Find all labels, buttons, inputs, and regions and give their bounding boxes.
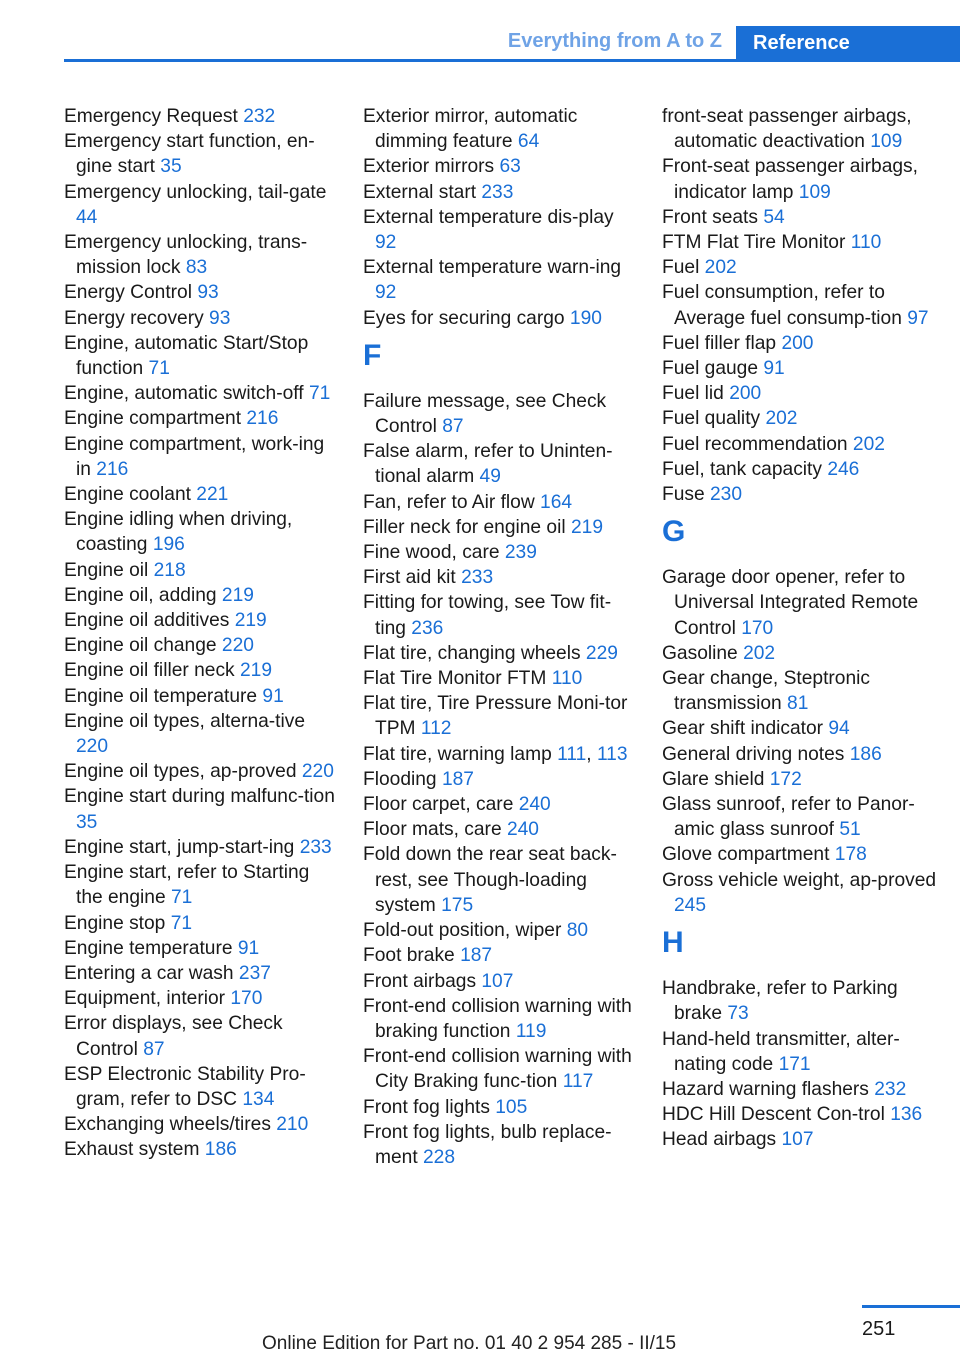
index-entry xyxy=(662,482,942,507)
page-link[interactable]: 71 xyxy=(148,358,170,380)
page-link[interactable]: 228 xyxy=(423,1146,456,1168)
page-link[interactable]: 87 xyxy=(143,1038,165,1060)
page-link[interactable]: 190 xyxy=(569,307,602,329)
page-link[interactable]: 202 xyxy=(852,433,885,455)
page-link[interactable]: 92 xyxy=(375,282,397,304)
index-entry-text: Fuel consumption, refer to Average fuel consump‐tion xyxy=(662,282,902,329)
index-entry-text: Engine oil types, ap‐proved xyxy=(64,761,297,783)
index-entry-text: Fuel quality xyxy=(662,408,761,430)
index-entry xyxy=(662,565,942,641)
index-entry-text: Engine, automatic Start/Stop function xyxy=(64,332,309,380)
index-entry-text: Garage door opener, refer to Universal Integrated Remote Control xyxy=(662,567,919,639)
page-link[interactable]: 44 xyxy=(76,206,98,228)
page-link[interactable]: 93 xyxy=(197,282,219,304)
index-entry xyxy=(662,255,942,280)
page-link[interactable]: 111 xyxy=(557,743,587,765)
page-link[interactable]: 202 xyxy=(765,408,798,430)
index-column-3 xyxy=(662,104,942,1153)
index-column-1 xyxy=(64,104,336,1163)
page-number: 251 xyxy=(862,1318,896,1340)
page-link[interactable]: 164 xyxy=(540,491,573,513)
page-link[interactable]: 109 xyxy=(870,131,903,153)
index-entry-text: Exchanging wheels/tires xyxy=(64,1114,271,1136)
index-entry-text: Engine oil types, alterna‐tive xyxy=(64,710,306,732)
index-entry xyxy=(64,381,336,406)
index-entry-text: Front-end collision warning with City Braking func‐tion xyxy=(363,1046,632,1093)
index-entry-text: Energy Control xyxy=(64,282,192,304)
index-entry xyxy=(64,1137,336,1162)
index-entry-text: Emergency Request xyxy=(64,106,238,127)
page-link[interactable]: 91 xyxy=(262,685,284,707)
index-entry-text: Entering a car wash xyxy=(64,962,234,984)
index-entry-text: Gear shift indicator xyxy=(662,718,824,740)
index-entry xyxy=(363,842,635,918)
page-link[interactable]: 93 xyxy=(209,307,231,329)
index-entry-text: Fuel, tank capacity xyxy=(662,458,822,480)
index-entry-text: Error displays, see Check Control xyxy=(64,1013,283,1060)
index-entry-text: Flat Tire Monitor FTM xyxy=(363,668,547,690)
index-entry xyxy=(363,1095,635,1120)
index-entry xyxy=(64,1112,336,1137)
index-entry xyxy=(64,180,336,230)
index-entry-text: Engine oil filler neck xyxy=(64,660,235,682)
index-entry xyxy=(662,381,942,406)
index-entry-text: Front-end collision warning with braking function xyxy=(363,995,632,1042)
index-entry xyxy=(662,331,942,356)
index-entry-text: Hand-held transmitter, alter‐nating code xyxy=(662,1028,900,1075)
page-link[interactable]: 187 xyxy=(441,768,474,790)
page-link[interactable]: 219 xyxy=(221,584,254,606)
index-entry xyxy=(662,842,942,867)
reference-tab: Reference xyxy=(736,26,960,62)
index-entry-text: Fold down the rear seat back‐rest, see Though-loading system xyxy=(363,844,617,916)
index-entry xyxy=(662,1127,942,1152)
page-link[interactable]: 73 xyxy=(727,1003,749,1025)
index-entry-text: Floor mats, care xyxy=(363,819,502,841)
page-link[interactable]: 233 xyxy=(299,836,332,858)
page-link[interactable]: 109 xyxy=(798,181,831,203)
page-link[interactable]: 237 xyxy=(238,962,271,984)
index-entry xyxy=(363,994,635,1044)
index-entry-text: Engine compartment xyxy=(64,408,242,430)
index-entry xyxy=(363,767,635,792)
index-entry xyxy=(64,784,336,834)
index-entry-text: Engine, automatic switch-off xyxy=(64,383,304,405)
index-entry-text: Flat tire, Tire Pressure Moni‐tor TPM xyxy=(363,693,628,740)
index-entry xyxy=(64,507,336,557)
index-entry-text: Gear change, Steptronic transmission xyxy=(662,668,870,715)
page-link[interactable]: 240 xyxy=(518,794,551,816)
page-link[interactable]: 239 xyxy=(504,542,537,564)
page-link[interactable]: 186 xyxy=(204,1139,237,1161)
index-entry xyxy=(64,104,336,129)
page-link[interactable]: 110 xyxy=(551,668,583,690)
index-entry xyxy=(363,389,635,439)
index-entry xyxy=(64,911,336,936)
page-link[interactable]: 220 xyxy=(301,761,334,783)
page-link[interactable]: 196 xyxy=(152,534,185,556)
index-entry-text: Fuel filler flap xyxy=(662,332,777,354)
index-letter-heading: H xyxy=(662,926,684,960)
index-entry-text: Exterior mirrors xyxy=(363,156,495,178)
page-link[interactable]: 87 xyxy=(442,416,464,438)
index-entry xyxy=(662,154,942,204)
page-link[interactable]: 170 xyxy=(741,617,774,639)
index-entry xyxy=(363,255,635,305)
page-link[interactable]: 97 xyxy=(907,307,929,329)
index-entry-text: Engine coolant xyxy=(64,484,191,506)
page-link[interactable]: 200 xyxy=(781,332,814,354)
index-entry xyxy=(64,961,336,986)
index-entry-text: Fitting for towing, see Tow fit‐ting xyxy=(363,592,612,639)
index-entry-text: Emergency unlocking, tail‐gate xyxy=(64,181,327,203)
index-entry-text: HDC Hill Descent Con‐trol xyxy=(662,1104,885,1126)
page-link[interactable]: 233 xyxy=(461,567,494,589)
index-entry xyxy=(662,205,942,230)
page-link[interactable]: 246 xyxy=(827,458,860,480)
index-entry-text: False alarm, refer to Uninten‐tional alarm xyxy=(363,441,613,488)
index-entry-text: Engine idling when driving, coasting xyxy=(64,509,293,556)
index-entry-text: Failure message, see Check Control xyxy=(363,390,607,438)
page-link[interactable]: 240 xyxy=(506,819,539,841)
index-entry xyxy=(64,558,336,583)
index-entry xyxy=(662,104,942,154)
index-entry xyxy=(363,515,635,540)
index-entry-text: Fan, refer to Air flow xyxy=(363,491,535,513)
page-link[interactable]: 221 xyxy=(196,484,229,506)
index-entry-text: Fuel gauge xyxy=(662,358,759,380)
page-link[interactable]: 175 xyxy=(441,894,474,916)
page-link[interactable]: 219 xyxy=(570,516,603,538)
index-entry xyxy=(662,230,942,255)
index-entry xyxy=(64,608,336,633)
index-entry xyxy=(363,104,635,154)
index-entry xyxy=(64,331,336,381)
index-entry xyxy=(363,154,635,179)
index-entry xyxy=(363,590,635,640)
index-entry-text: Engine start, jump-start‐ing xyxy=(64,836,295,858)
page-link[interactable]: 35 xyxy=(160,156,182,178)
index-entry-text: Glare shield xyxy=(662,768,765,790)
page-link[interactable]: 187 xyxy=(460,945,493,967)
index-entry xyxy=(662,666,942,716)
index-entry xyxy=(64,280,336,305)
index-entry xyxy=(662,356,942,381)
index-entry xyxy=(363,180,635,205)
index-entry xyxy=(363,691,635,741)
index-entry xyxy=(363,1120,635,1170)
index-entry-text: Emergency unlocking, trans‐mission lock xyxy=(64,232,308,279)
page-link[interactable]: 91 xyxy=(763,358,785,380)
index-entry xyxy=(363,306,635,331)
index-entry-text: Engine oil change xyxy=(64,635,217,657)
index-entry xyxy=(64,1062,336,1112)
index-entry xyxy=(662,976,942,1026)
index-entry xyxy=(64,1011,336,1061)
index-entry-text: Filler neck for engine oil xyxy=(363,516,566,538)
index-entry xyxy=(64,986,336,1011)
page-link[interactable]: 112 xyxy=(420,718,452,740)
index-entry xyxy=(662,432,942,457)
index-entry-text: Gross vehicle weight, ap‐proved xyxy=(662,869,937,891)
index-entry-text: General driving notes xyxy=(662,743,845,765)
index-entry-text: Front fog lights, bulb replace‐ment xyxy=(363,1121,612,1168)
index-entry xyxy=(363,792,635,817)
index-entry-text: External temperature dis‐play xyxy=(363,206,614,228)
index-entry-text: Engine oil xyxy=(64,559,149,581)
index-entry-text: Energy recovery xyxy=(64,307,204,329)
page-link[interactable]: 83 xyxy=(185,257,208,279)
index-entry xyxy=(363,490,635,515)
index-entry xyxy=(64,759,336,784)
index-entry-text: Glass sunroof, refer to Panor‐amic glass sunroof xyxy=(662,794,915,841)
index-entry-text: External start xyxy=(363,181,477,203)
index-entry xyxy=(363,205,635,255)
index-entry xyxy=(662,1102,942,1127)
index-entry xyxy=(662,767,942,792)
index-entry xyxy=(363,540,635,565)
index-letter-heading: F xyxy=(363,338,382,372)
page-link[interactable]: 218 xyxy=(153,559,186,581)
index-entry-text: Flat tire, warning lamp xyxy=(363,743,552,765)
page-link[interactable]: 119 xyxy=(515,1020,547,1042)
index-entry-text: Engine start during malfunc‐tion xyxy=(64,786,335,808)
index-entry xyxy=(64,482,336,507)
index-entry xyxy=(64,658,336,683)
index-entry xyxy=(64,860,336,910)
page-link[interactable]: 202 xyxy=(704,257,737,279)
page-link[interactable]: 49 xyxy=(479,466,501,488)
page-link[interactable]: 91 xyxy=(237,937,260,959)
index-entry xyxy=(363,1044,635,1094)
page-link[interactable]: 110 xyxy=(850,232,882,254)
index-entry xyxy=(363,641,635,666)
page-link[interactable]: 64 xyxy=(517,131,540,153)
page-link[interactable]: 113 xyxy=(596,743,628,765)
index-entry xyxy=(662,868,942,918)
page-link[interactable]: 136 xyxy=(890,1104,923,1126)
page-link[interactable]: 80 xyxy=(566,920,589,942)
index-letter-heading: G xyxy=(662,515,686,549)
page-link[interactable]: 117 xyxy=(562,1071,594,1093)
index-entry-text: Engine stop xyxy=(64,912,166,934)
section-title: Everything from A to Z xyxy=(507,30,722,52)
page-link[interactable]: 229 xyxy=(585,642,618,664)
page-link[interactable]: 178 xyxy=(834,844,867,866)
index-entry-text: Hazard warning flashers xyxy=(662,1078,869,1100)
page-link[interactable]: 51 xyxy=(839,819,861,841)
page-link[interactable]: 200 xyxy=(729,383,762,405)
index-entry xyxy=(662,742,942,767)
page-link[interactable]: 35 xyxy=(76,811,98,833)
index-entry-text: Fold-out position, wiper xyxy=(363,920,562,942)
index-entry-text: Gasoline xyxy=(662,642,738,664)
index-entry xyxy=(662,792,942,842)
page-link[interactable]: 216 xyxy=(96,458,129,480)
page-link[interactable]: 186 xyxy=(849,743,882,765)
page-link[interactable]: 236 xyxy=(411,617,444,639)
index-entry-text: front-seat passenger airbags, automatic deactivation xyxy=(662,106,912,153)
index-entry xyxy=(64,406,336,431)
page-link[interactable]: 232 xyxy=(243,106,276,127)
index-entry xyxy=(363,439,635,489)
page-link[interactable]: 233 xyxy=(481,181,514,203)
page-link[interactable]: 63 xyxy=(499,156,521,178)
page-link[interactable]: 230 xyxy=(710,484,743,506)
page-link[interactable]: 170 xyxy=(230,988,263,1010)
index-entry xyxy=(662,1027,942,1077)
index-entry xyxy=(64,432,336,482)
index-entry xyxy=(662,280,942,330)
index-entry-text: Front fog lights xyxy=(363,1096,490,1118)
page-link[interactable]: 216 xyxy=(246,408,279,430)
header-rule xyxy=(64,59,960,62)
index-entry-text: Engine compartment, work‐ing in xyxy=(64,433,325,480)
index-entry xyxy=(363,918,635,943)
index-entry xyxy=(363,817,635,842)
index-entry-text: Fuel lid xyxy=(662,383,724,405)
index-entry-text: Engine oil, adding xyxy=(64,584,217,606)
index-entry-text: Equipment, interior xyxy=(64,988,226,1010)
page-link[interactable]: 71 xyxy=(170,887,193,909)
page-link[interactable]: 219 xyxy=(240,660,273,682)
page-link[interactable]: 172 xyxy=(769,768,802,790)
index-entry-text: ESP Electronic Stability Pro‐gram, refer to DSC xyxy=(64,1063,306,1110)
index-entry-text: Fuse xyxy=(662,484,705,506)
page-link[interactable]: 202 xyxy=(743,642,776,664)
index-entry xyxy=(64,306,336,331)
index-entry xyxy=(64,129,336,179)
page-link[interactable]: 134 xyxy=(242,1088,275,1110)
index-entry xyxy=(64,835,336,860)
page-link[interactable]: 232 xyxy=(874,1078,907,1100)
page-link[interactable]: 54 xyxy=(763,206,785,228)
index-entry-text: Flat tire, changing wheels xyxy=(363,642,581,664)
index-entry-text: Front seats xyxy=(662,206,758,228)
page-link[interactable]: 245 xyxy=(674,894,707,916)
index-entry-text: Engine start, refer to Starting the engine xyxy=(64,862,310,909)
page-link[interactable]: 210 xyxy=(276,1114,309,1136)
index-entry xyxy=(64,684,336,709)
page-link[interactable]: 105 xyxy=(495,1096,528,1118)
index-entry xyxy=(662,457,942,482)
index-entry-text: Front airbags xyxy=(363,970,477,992)
index-entry-text: Front-seat passenger airbags, indicator lamp xyxy=(662,156,918,203)
index-entry-text: Foot brake xyxy=(363,945,455,967)
page-link[interactable]: 171 xyxy=(778,1053,811,1075)
index-entry xyxy=(64,583,336,608)
index-entry xyxy=(64,936,336,961)
index-entry-text: First aid kit xyxy=(363,567,456,589)
index-entry-text: Fuel xyxy=(662,257,700,279)
index-entry xyxy=(363,943,635,968)
index-entry-text: Exhaust system xyxy=(64,1139,200,1161)
index-entry-text: Head airbags xyxy=(662,1129,777,1151)
index-entry xyxy=(662,641,942,666)
index-entry-text: Engine oil temperature xyxy=(64,685,258,707)
page-link[interactable]: 94 xyxy=(828,718,850,740)
index-column-2 xyxy=(363,104,635,1170)
index-entry-text: Glove compartment xyxy=(662,844,830,866)
page-link[interactable]: 71 xyxy=(170,912,193,934)
index-entry-text: Emergency start function, en‐gine start xyxy=(64,131,315,178)
index-entry-text: Engine oil additives xyxy=(64,610,230,632)
index-entry-text: Fine wood, care xyxy=(363,542,500,564)
page-link[interactable]: 220 xyxy=(221,635,254,657)
index-entry xyxy=(64,633,336,658)
index-entry-text: Handbrake, refer to Parking brake xyxy=(662,978,898,1025)
index-entry xyxy=(64,709,336,759)
index-entry-text: Engine temperature xyxy=(64,937,233,959)
footer-rule xyxy=(862,1305,960,1308)
index-entry-text: FTM Flat Tire Monitor xyxy=(662,232,846,254)
page-link[interactable]: 107 xyxy=(481,970,514,992)
index-entry: Flat tire, warning lamp 111, 113 xyxy=(363,743,628,765)
index-entry-text: External temperature warn‐ing xyxy=(363,257,622,279)
page-header xyxy=(0,0,960,62)
page-link[interactable]: 220 xyxy=(76,736,109,758)
index-entry xyxy=(363,565,635,590)
index-entry xyxy=(64,230,336,280)
index-entry-text: Fuel recommendation xyxy=(662,433,848,455)
index-entry-text: Eyes for securing cargo xyxy=(363,307,565,329)
index-entry xyxy=(363,969,635,994)
page-link[interactable]: 107 xyxy=(781,1129,814,1151)
page-link[interactable]: 81 xyxy=(787,693,809,715)
page-link[interactable]: 71 xyxy=(308,383,331,405)
page-link[interactable]: 92 xyxy=(375,232,397,254)
index-entry xyxy=(662,716,942,741)
index-entry xyxy=(662,406,942,431)
edition-footer: Online Edition for Part no. 01 40 2 954 285 - II/15 xyxy=(262,1333,677,1354)
index-entry-text: Exterior mirror, automatic dimming feature xyxy=(363,106,578,153)
index-entry-text: Flooding xyxy=(363,768,437,790)
page-link[interactable]: 219 xyxy=(234,610,267,632)
index-entry xyxy=(363,666,635,691)
index-entry xyxy=(662,1077,942,1102)
index-entry-text: Floor carpet, care xyxy=(363,794,514,816)
